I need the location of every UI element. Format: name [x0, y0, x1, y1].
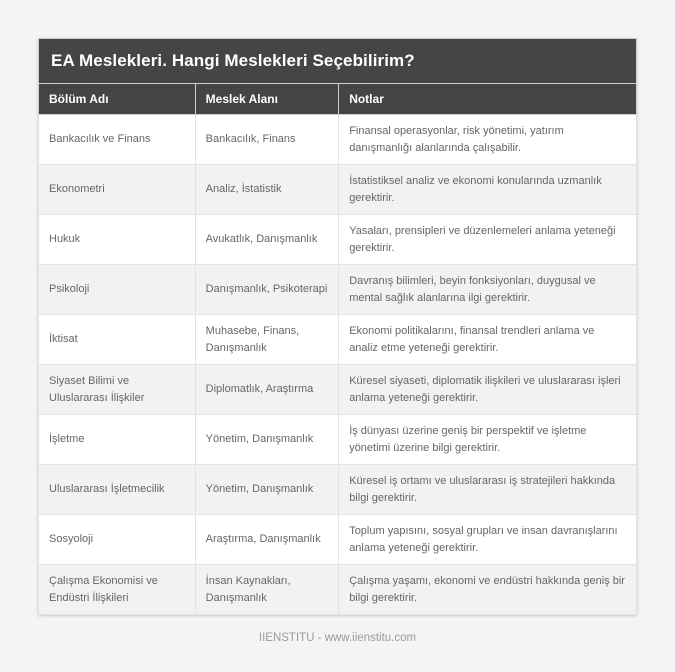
cell-meslek-alani: İnsan Kaynakları, Danışmanlık: [195, 565, 339, 615]
cell-bolum-adi: Ekonometri: [39, 165, 196, 215]
cell-notlar: Finansal operasyonlar, risk yönetimi, yatırım danışmanlığı alanlarında çalışabilir.: [339, 115, 637, 165]
cell-bolum-adi: Hukuk: [39, 215, 196, 265]
table-row: [39, 165, 637, 215]
cell-bolum-adi: Çalışma Ekonomisi ve Endüstri İlişkileri: [39, 565, 196, 615]
cell-notlar: Ekonomi politikalarını, finansal trendleri anlama ve analiz etme yeteneği gerektirir.: [339, 315, 637, 365]
cell-notlar: Küresel siyaseti, diplomatik ilişkileri ve uluslararası işleri anlama yeteneği gerektirir.: [339, 365, 637, 415]
cell-bolum-adi: Bankacılık ve Finans: [39, 115, 196, 165]
cell-meslek-alani: Yönetim, Danışmanlık: [195, 465, 339, 515]
table-row: [39, 115, 637, 165]
cell-meslek-alani: Muhasebe, Finans, Danışmanlık: [195, 315, 339, 365]
table-title: EA Meslekleri. Hangi Meslekleri Seçebilirim?: [39, 39, 637, 84]
cell-meslek-alani: Diplomatlık, Araştırma: [195, 365, 339, 415]
cell-bolum-adi: İktisat: [39, 315, 196, 365]
table-row: [39, 465, 637, 515]
column-header-meslek-alani: Meslek Alanı: [195, 84, 339, 115]
cell-notlar: İstatistiksel analiz ve ekonomi konularında uzmanlık gerektirir.: [339, 165, 637, 215]
column-header-row: [39, 84, 637, 115]
cell-notlar: Çalışma yaşamı, ekonomi ve endüstri hakkında geniş bir bilgi gerektirir.: [339, 565, 637, 615]
cell-meslek-alani: Yönetim, Danışmanlık: [195, 415, 339, 465]
table-row: [39, 315, 637, 365]
page: [0, 38, 675, 672]
cell-bolum-adi: Sosyoloji: [39, 515, 196, 565]
cell-meslek-alani: Analiz, İstatistik: [195, 165, 339, 215]
cell-meslek-alani: Danışmanlık, Psikoterapi: [195, 265, 339, 315]
cell-notlar: Yasaları, prensipleri ve düzenlemeleri anlama yeteneği gerektirir.: [339, 215, 637, 265]
table-row: [39, 215, 637, 265]
professions-table: [38, 38, 637, 615]
cell-bolum-adi: Uluslararası İşletmecilik: [39, 465, 196, 515]
footer-credit: IIENSTITU - www.iienstitu.com: [258, 632, 417, 644]
table-body: [39, 115, 637, 615]
table-row: [39, 415, 637, 465]
cell-bolum-adi: Siyaset Bilimi ve Uluslararası İlişkiler: [39, 365, 196, 415]
cell-notlar: Davranış bilimleri, beyin fonksiyonları, duygusal ve mental sağlık alanlarına ilgi gerektirir.: [339, 265, 637, 315]
title-row: [39, 39, 637, 84]
professions-table-card: [38, 38, 637, 615]
table-row: [39, 565, 637, 615]
column-header-bolum-adi: Bölüm Adı: [39, 84, 196, 115]
cell-notlar: İş dünyası üzerine geniş bir perspektif ve işletme yönetimi üzerine bilgi gerektirir.: [339, 415, 637, 465]
cell-notlar: Küresel iş ortamı ve uluslararası iş stratejileri hakkında bilgi gerektirir.: [339, 465, 637, 515]
cell-meslek-alani: Avukatlık, Danışmanlık: [195, 215, 339, 265]
cell-bolum-adi: Psikoloji: [39, 265, 196, 315]
cell-meslek-alani: Araştırma, Danışmanlık: [195, 515, 339, 565]
column-header-notlar: Notlar: [339, 84, 637, 115]
cell-meslek-alani: Bankacılık, Finans: [195, 115, 339, 165]
cell-notlar: Toplum yapısını, sosyal grupları ve insan davranışlarını anlama yeteneği gerektirir.: [339, 515, 637, 565]
table-row: [39, 265, 637, 315]
table-row: [39, 515, 637, 565]
table-row: [39, 365, 637, 415]
cell-bolum-adi: İşletme: [39, 415, 196, 465]
